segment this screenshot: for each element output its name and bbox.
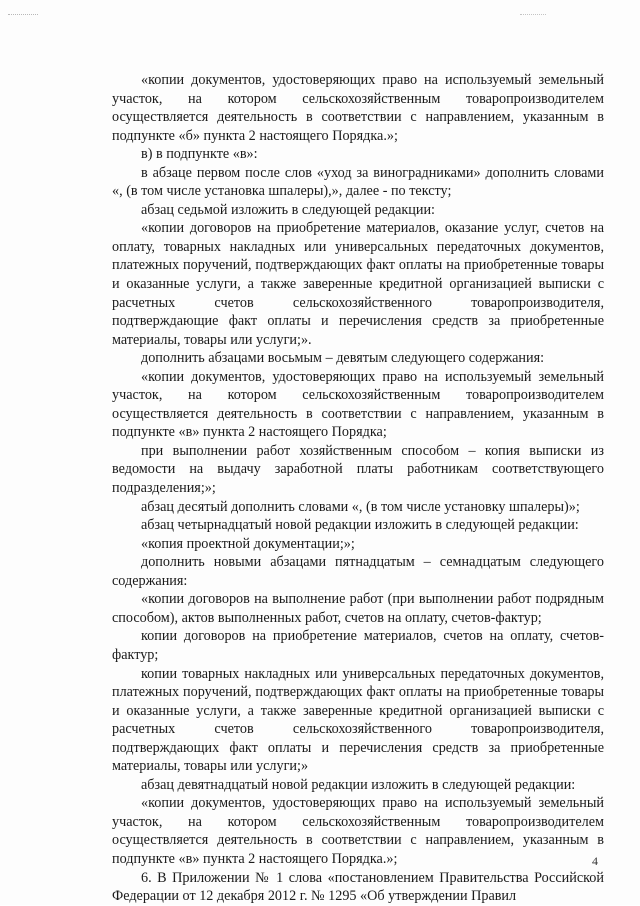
paragraph: дополнить новыми абзацами пятнадцатым – семнадцатым следующего содержания:	[112, 554, 604, 589]
document-body	[112, 71, 604, 906]
paragraph: абзац седьмой изложить в следующей редакции:	[141, 201, 436, 218]
paragraph: копии товарных накладных или универсальных передаточных документов, платежных поручений, подтверждающих факт оплаты на приобретенные товары и оказанные услуги, а также заверенные кредитной организацией выписки с расчетных счетов сельскохозяйственного товаропроизводителя, подтверждающих факт оплаты и перечисления средств за приобретенные материалы, товары или услуги;»	[112, 665, 604, 775]
paragraph: абзац десятый дополнить словами «, (в том числе установку шпалеры)»;	[141, 498, 580, 515]
scan-artifacts	[0, 14, 640, 18]
paragraph: «копии документов, удостоверяющих право на используемый земельный участок, на котором сельскохозяйственным товаропроизводителем осуществляется деятельность в соответствии с направлением, указанным в подпункте «в» пункта 2 настоящего Порядка;	[112, 368, 604, 441]
paragraph: копии договоров на приобретение материалов, счетов на оплату, счетов-фактур;	[112, 628, 604, 663]
paragraph: «копии документов, удостоверяющих право на используемый земельный участок, на котором сельскохозяйственным товаропроизводителем осуществляется деятельность в соответствии с направлением, указанным в подпункте «б» пункта 2 настоящего Порядка.»;	[112, 72, 604, 144]
paragraph: дополнить абзацами восьмым – девятым следующего содержания:	[141, 350, 545, 367]
paragraph: абзац четырнадцатый новой редакции изложить в следующей редакции:	[141, 517, 579, 534]
paragraph: абзац девятнадцатый новой редакции изложить в следующей редакции:	[141, 776, 576, 793]
paragraph: в абзаце первом после слов «уход за виноградниками» дополнить словами «, (в том числе установка шпалеры),», далее - по тексту;	[112, 164, 604, 200]
scan-mark-right	[520, 14, 546, 17]
paragraph: при выполнении работ хозяйственным способом – копия выписки из ведомости на выдачу заработной платы работникам соответствующего подразделения;»;	[112, 442, 604, 497]
paragraph: «копия проектной документации;»;	[141, 535, 355, 552]
scan-mark-left	[8, 14, 38, 17]
paragraph: «копии документов, удостоверяющих право на используемый земельный участок, на котором сельскохозяйственным товаропроизводителем осуществляется деятельность в соответствии с направлением, указанным в подпункте «в» пункта 2 настоящего Порядка.»;	[112, 795, 604, 867]
paragraph: «копии договоров на приобретение материалов, оказание услуг, счетов на оплату, товарных накладных или универсальных передаточных документов, платежных поручений, подтверждающих факт оплаты на приобретенные товары и оказанные услуги, а также заверенные кредитной организацией выписки с расчетных счетов сельскохозяйственного товаропроизводителя, подтверждающие факт оплаты и перечисления средств за приобретенные материалы, товары или услуги;».	[112, 220, 604, 348]
paragraph: в) в подпункте «в»:	[141, 146, 258, 163]
page-number: 4	[592, 854, 598, 868]
paragraph: «копии договоров на выполнение работ (при выполнении работ подрядным способом), актов выполненных работ, счетов на оплату, счетов-фактур;	[112, 591, 604, 626]
paragraph: 6. В Приложении № 1 слова «постановлением Правительства Российской Федерации от 12 декабря 2012 г. № 1295 «Об утверждении Правил	[112, 869, 604, 905]
